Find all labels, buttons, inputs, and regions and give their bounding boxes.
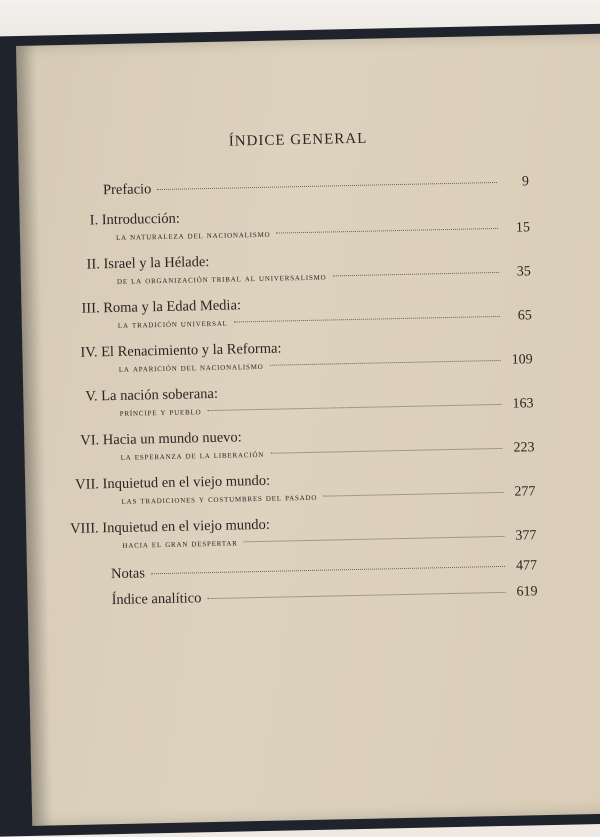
toc-entry-notas — [111, 557, 537, 583]
chapter-number: VIII. — [69, 520, 99, 537]
toc-entry-viii — [70, 511, 537, 554]
toc-entry-iv — [80, 335, 533, 377]
entry-subtitle: príncipe y pueblo — [119, 407, 202, 419]
toc-entry-vii — [75, 467, 536, 510]
toc-entry-iii — [81, 291, 532, 333]
toc-entry-prefacio — [103, 173, 529, 199]
dot-leader — [207, 403, 501, 411]
dot-leader — [332, 271, 498, 276]
book-page — [16, 33, 600, 825]
chapter-number: II. — [86, 256, 101, 273]
dot-leader — [151, 565, 505, 574]
entry-page: 619 — [516, 584, 538, 600]
entry-page: 277 — [514, 484, 536, 500]
entry-subtitle: hacia el gran despertar — [122, 538, 238, 551]
toc-entry-ii — [86, 247, 531, 289]
entry-page: 9 — [521, 174, 530, 190]
entry-page: 163 — [512, 396, 534, 412]
chapter-number: I. — [89, 212, 99, 229]
toc-entry-vi — [80, 423, 535, 466]
entry-title: Roma y la Edad Media: — [103, 297, 242, 317]
entry-subtitle: las tradiciones y costumbres del pasado — [121, 492, 318, 507]
entry-subtitle: de la organización tribal al universalismo — [116, 272, 327, 287]
entry-page: 477 — [515, 558, 538, 574]
dot-leader — [157, 181, 497, 190]
entry-page: 35 — [516, 264, 531, 280]
dot-leader — [270, 447, 502, 454]
dot-leader — [270, 359, 501, 366]
entry-subtitle: la tradición universal — [117, 318, 228, 331]
chapter-number: III. — [81, 300, 100, 317]
entry-title: Israel y la Hélade: — [103, 253, 210, 273]
entry-title: Prefacio — [102, 181, 152, 199]
toc-entry-indice-analitico — [111, 583, 537, 609]
entry-title: Hacia un mundo nuevo: — [102, 429, 242, 449]
entry-title: Inquietud en el viejo mundo: — [102, 472, 271, 493]
toc-entry-v — [85, 379, 534, 421]
dot-leader — [244, 535, 505, 542]
entry-page: 377 — [515, 528, 537, 544]
chapter-number: VI. — [80, 432, 100, 449]
entry-subtitle: la naturaleza del nacionalismo — [115, 229, 271, 243]
chapter-number: V. — [85, 388, 98, 405]
toc-entry-i — [90, 203, 531, 245]
entry-title: Introducción: — [101, 210, 181, 229]
entry-title: El Renacimiento y la Reforma: — [100, 340, 282, 361]
entry-subtitle: la aparición del nacionalismo — [118, 361, 264, 375]
entry-title: Notas — [110, 565, 146, 583]
entry-page: 65 — [517, 308, 532, 324]
chapter-number: VII. — [75, 476, 100, 493]
dot-leader — [323, 491, 503, 497]
entry-title: La nación soberana: — [101, 385, 219, 405]
page-title: ÍNDICE GENERAL — [228, 130, 368, 150]
dot-leader — [276, 227, 498, 234]
entry-page: 15 — [515, 220, 531, 236]
dot-leader — [207, 591, 505, 599]
entry-page: 223 — [513, 440, 535, 456]
chapter-number: IV. — [80, 344, 98, 361]
entry-title: Inquietud en el viejo mundo: — [102, 516, 271, 537]
table-of-contents — [19, 164, 579, 609]
entry-page: 109 — [511, 352, 533, 368]
entry-subtitle: la esperanza de la liberación — [120, 449, 265, 463]
dot-leader — [234, 315, 500, 323]
entry-title: Índice analítico — [111, 590, 202, 609]
